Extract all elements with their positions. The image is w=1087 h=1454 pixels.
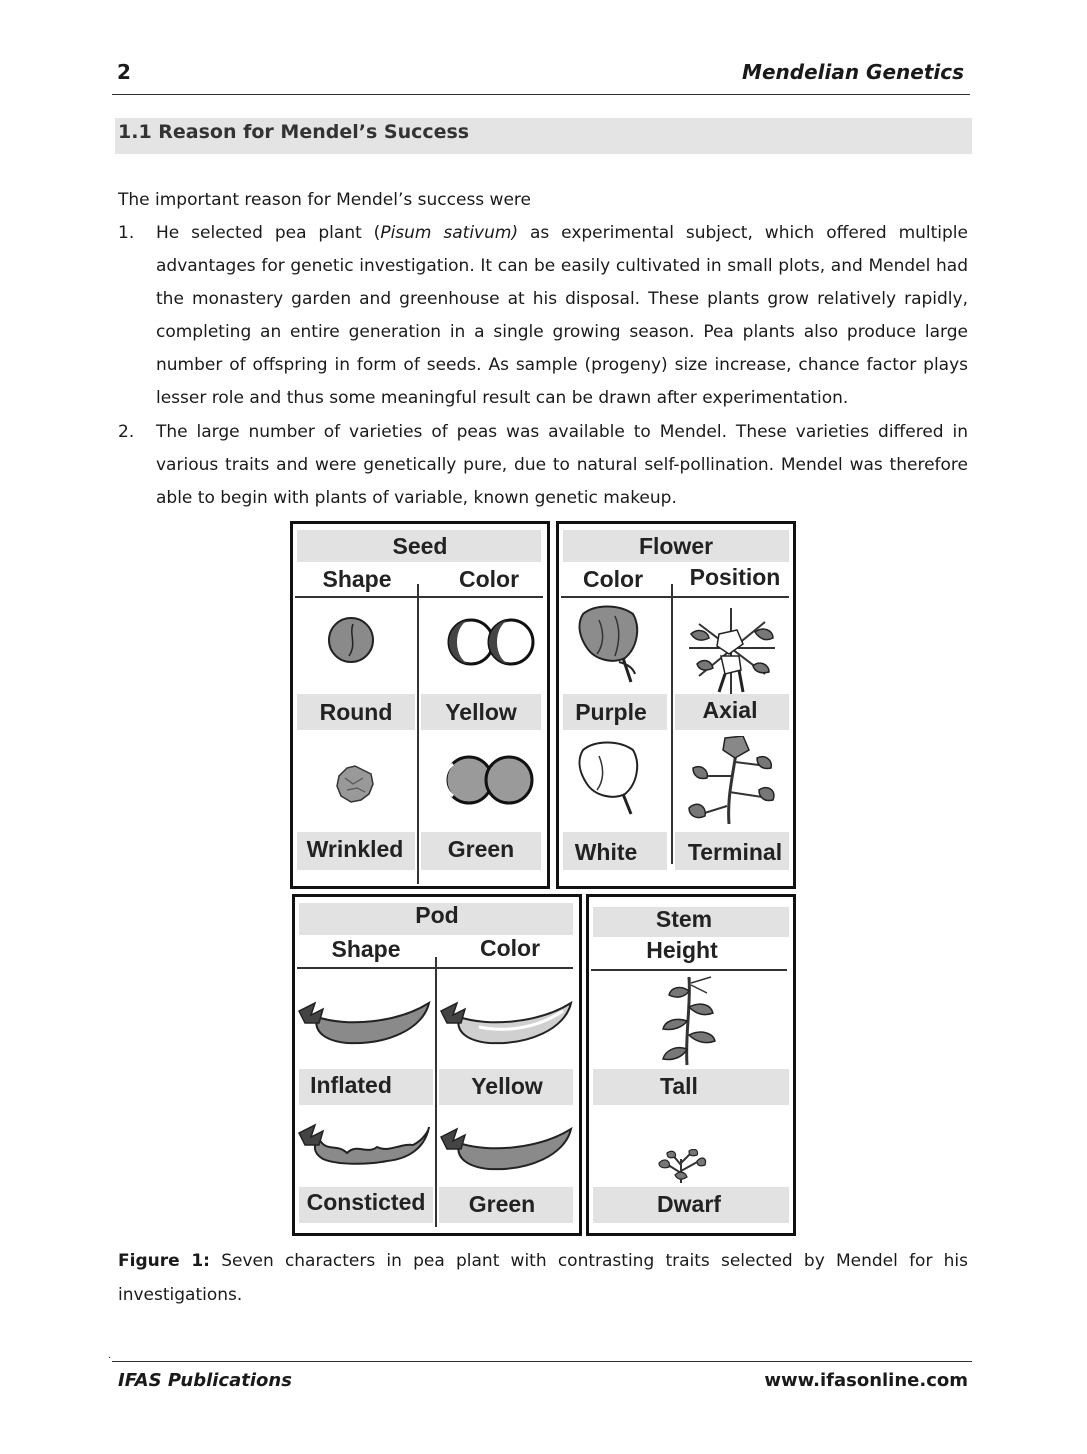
dwarf-plant-icon bbox=[657, 1149, 707, 1185]
flower-panel bbox=[556, 521, 796, 889]
round-seed-icon bbox=[323, 614, 383, 674]
pod-shape-label: Shape bbox=[331, 936, 401, 962]
text-run: He selected pea plant ( bbox=[156, 223, 381, 243]
species-name: Pisum sativum) bbox=[380, 223, 519, 243]
seed-color-label: Color bbox=[458, 566, 520, 592]
figure-caption bbox=[118, 1244, 968, 1312]
intro-text: The important reason for Mendel’s success were bbox=[118, 190, 531, 210]
caption-label: Figure 1: bbox=[118, 1251, 210, 1271]
green-label: Green bbox=[447, 836, 515, 862]
pod-green-label: Green bbox=[468, 1191, 536, 1217]
divider bbox=[435, 957, 437, 1227]
flower-color-label: Color bbox=[582, 566, 644, 592]
yellow-seeds-icon bbox=[441, 614, 541, 674]
axial-label: Axial bbox=[702, 697, 758, 723]
divider bbox=[561, 596, 789, 598]
page-number: 2 bbox=[117, 60, 131, 84]
list-line: the monastery garden and greenhouse at his disposal. These plants grow relatively rapidly, bbox=[156, 289, 968, 309]
inflated-label: Inflated bbox=[310, 1072, 392, 1098]
text-run: as experimental subject, which offered multiple bbox=[518, 223, 968, 243]
running-title: Mendelian Genetics bbox=[742, 60, 964, 84]
purple-label: Purple bbox=[575, 699, 647, 725]
white-label: White bbox=[574, 839, 638, 865]
list-line: lesser role and thus some meaningful result can be drawn after experimentation. bbox=[156, 388, 849, 408]
terminal-flower-icon bbox=[679, 736, 783, 828]
divider bbox=[417, 584, 419, 884]
list-line bbox=[156, 217, 968, 250]
flower-title: Flower bbox=[638, 533, 714, 559]
list-body bbox=[156, 416, 968, 515]
dwarf-label: Dwarf bbox=[657, 1191, 721, 1217]
caption-text: Seven characters in pea plant with contrasting traits selected by Mendel for his investigations. bbox=[118, 1251, 968, 1305]
terminal-label: Terminal bbox=[687, 839, 783, 865]
purple-flower-icon bbox=[575, 604, 645, 684]
pod-panel bbox=[292, 894, 582, 1236]
list-line: completing an entire generation in a single growing season. Pea plants also produce large bbox=[156, 322, 968, 342]
header-rule bbox=[112, 94, 970, 95]
wrinkled-label: Wrinkled bbox=[306, 836, 404, 862]
list-line: various traits and were genetically pure, due to natural self-pollination. Mendel was therefore bbox=[156, 455, 968, 475]
pod-yellow-label: Yellow bbox=[471, 1073, 543, 1099]
section-title: 1.1 Reason for Mendel’s Success bbox=[118, 121, 470, 143]
green-pod-icon bbox=[439, 1119, 575, 1175]
wrinkled-seed-icon bbox=[333, 764, 377, 804]
flower-position-label: Position bbox=[689, 564, 781, 590]
footer-dot: . bbox=[108, 1350, 112, 1361]
tall-label: Tall bbox=[660, 1073, 698, 1099]
green-seeds-icon bbox=[439, 750, 539, 810]
inflated-pod-icon bbox=[297, 993, 433, 1049]
footer-website: www.ifasonline.com bbox=[764, 1370, 968, 1391]
seed-title: Seed bbox=[392, 533, 448, 559]
figure-pea-traits bbox=[290, 521, 796, 1235]
list-line: able to begin with plants of variable, known genetic makeup. bbox=[156, 488, 677, 508]
axial-flower-icon bbox=[679, 604, 785, 696]
list-body bbox=[156, 217, 968, 415]
divider bbox=[671, 584, 673, 864]
list-line: The large number of varieties of peas was available to Mendel. These varieties differed in bbox=[156, 422, 968, 442]
list-number: 2. bbox=[118, 422, 135, 442]
list-number: 1. bbox=[118, 223, 135, 243]
pod-title: Pod bbox=[415, 902, 459, 928]
constricted-pod-icon bbox=[297, 1119, 433, 1169]
pod-color-label: Color bbox=[479, 935, 541, 961]
stem-title: Stem bbox=[655, 906, 713, 932]
white-flower-icon bbox=[575, 740, 645, 816]
divider bbox=[295, 596, 543, 598]
constricted-label: Consticted bbox=[306, 1189, 426, 1215]
seed-shape-label: Shape bbox=[322, 566, 392, 592]
list-line: advantages for genetic investigation. It can be easily cultivated in small plots, and Mendel had bbox=[156, 256, 968, 276]
divider bbox=[591, 969, 787, 971]
yellow-label: Yellow bbox=[445, 699, 517, 725]
stem-panel bbox=[586, 894, 796, 1236]
footer-rule bbox=[112, 1361, 972, 1362]
stem-height-label: Height bbox=[646, 937, 718, 963]
round-label: Round bbox=[319, 699, 393, 725]
footer-publisher: IFAS Publications bbox=[118, 1370, 292, 1391]
seed-panel bbox=[290, 521, 550, 889]
list-line: number of offspring in form of seeds. As sample (progeny) size increase, chance factor plays bbox=[156, 355, 968, 375]
yellow-pod-icon bbox=[439, 993, 575, 1049]
tall-plant-icon bbox=[655, 975, 721, 1067]
